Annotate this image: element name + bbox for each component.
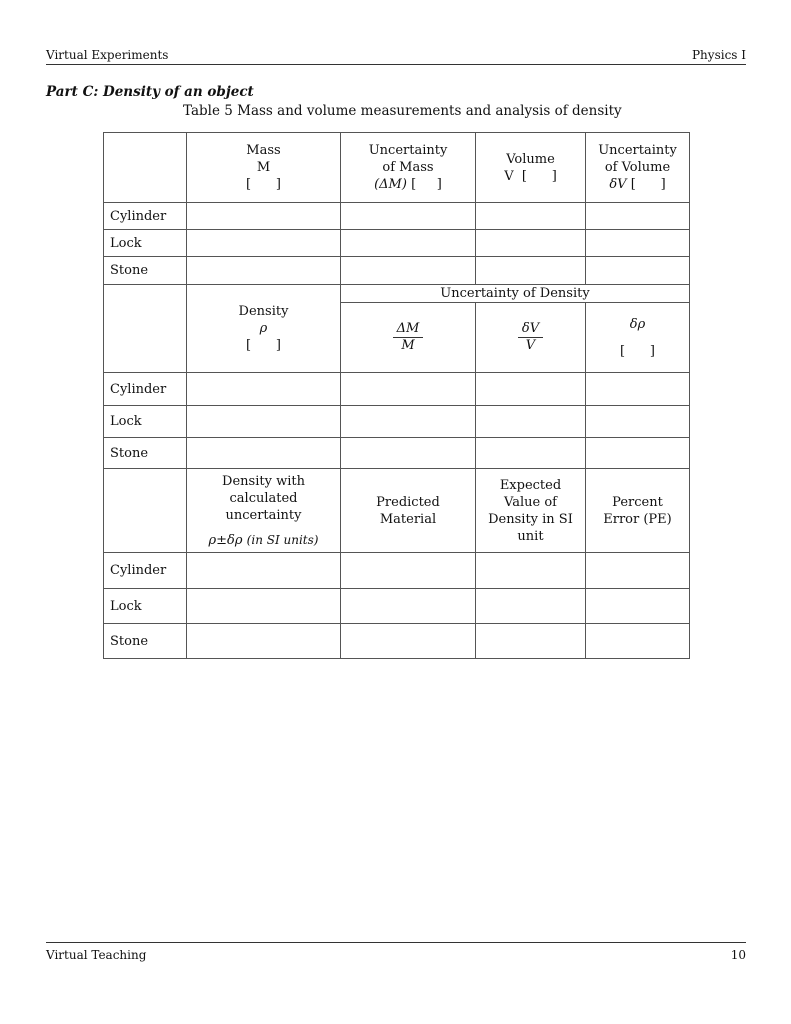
input-cell[interactable] (586, 553, 690, 589)
table-row (104, 624, 690, 659)
delta-rho-symbol: δρ (629, 316, 646, 332)
dm-denominator: M (401, 338, 415, 353)
uncertainty-density-header: Uncertainty of Density (341, 285, 690, 303)
page-footer (46, 942, 746, 963)
expected-line2: Value of (504, 494, 557, 510)
empty-corner-cell (104, 469, 187, 553)
density-unit-bracket: [ ] (246, 338, 281, 353)
density-table (103, 132, 690, 659)
dv-denominator: V (525, 338, 536, 353)
unc-mass-label-2: of Mass (382, 160, 434, 175)
input-cell[interactable] (586, 406, 690, 438)
input-cell[interactable] (341, 257, 476, 285)
header-left: Virtual Experiments (46, 48, 169, 62)
table-row (104, 203, 690, 230)
page-header (46, 48, 746, 65)
input-cell[interactable] (476, 553, 586, 589)
input-cell[interactable] (476, 624, 586, 659)
input-cell[interactable] (476, 203, 586, 230)
row-label-cylinder: Cylinder (104, 203, 187, 230)
dv-numerator: δV (518, 321, 543, 338)
section3-header-row (104, 469, 690, 553)
input-cell[interactable] (187, 230, 341, 257)
table-row (104, 257, 690, 285)
density-label: Density (238, 304, 289, 319)
row-label-lock: Lock (104, 406, 187, 438)
density-with-uncertainty-header (187, 469, 341, 553)
empty-corner-cell (104, 285, 187, 373)
density-header (187, 285, 341, 373)
input-cell[interactable] (187, 257, 341, 285)
unc-vol-label-1: Uncertainty (598, 143, 677, 158)
input-cell[interactable] (187, 203, 341, 230)
part-title: Part C: Density of an object (46, 84, 254, 100)
delta-rho-unit-bracket: [ ] (620, 343, 655, 359)
expected-line1: Expected (499, 477, 562, 493)
input-cell[interactable] (586, 257, 690, 285)
row-label-stone: Stone (104, 438, 187, 469)
input-cell[interactable] (341, 230, 476, 257)
unc-vol-label-2: of Volume (604, 160, 671, 175)
delta-v-symbol: δV (609, 177, 627, 192)
volume-label: Volume (506, 151, 555, 167)
empty-corner-cell (104, 133, 187, 203)
unc-mass-unit-bracket: [ ] (411, 177, 442, 192)
input-cell[interactable] (586, 373, 690, 406)
input-cell[interactable] (187, 553, 341, 589)
section1-header-row (104, 133, 690, 203)
delta-rho-header (586, 303, 690, 373)
input-cell[interactable] (341, 589, 476, 624)
input-cell[interactable] (476, 230, 586, 257)
uncertainty-mass-header (341, 133, 476, 203)
input-cell[interactable] (476, 373, 586, 406)
rho-pm-symbol: ρ±δρ (208, 532, 243, 548)
percent-error-header (586, 469, 690, 553)
percent-line1: Percent (612, 494, 663, 510)
predicted-material-header (341, 469, 476, 553)
row-label-lock: Lock (104, 230, 187, 257)
density-with-line2: calculated (229, 490, 298, 506)
table-row (104, 230, 690, 257)
predicted-line2: Material (379, 511, 437, 527)
section2-header-row (104, 285, 690, 303)
mass-header (187, 133, 341, 203)
row-label-stone: Stone (104, 624, 187, 659)
rho-symbol: ρ (259, 321, 268, 336)
input-cell[interactable] (187, 406, 341, 438)
dv-over-v-header (476, 303, 586, 373)
si-units-note: (in SI units) (246, 532, 319, 547)
table-row (104, 373, 690, 406)
input-cell[interactable] (187, 373, 341, 406)
row-label-cylinder: Cylinder (104, 373, 187, 406)
footer-left: Virtual Teaching (46, 948, 147, 962)
input-cell[interactable] (476, 589, 586, 624)
expected-line4: unit (517, 528, 544, 544)
input-cell[interactable] (476, 257, 586, 285)
expected-line3: Density in SI (488, 511, 573, 527)
input-cell[interactable] (586, 589, 690, 624)
row-label-cylinder: Cylinder (104, 553, 187, 589)
input-cell[interactable] (476, 406, 586, 438)
row-label-lock: Lock (104, 589, 187, 624)
dm-numerator: ΔM (393, 321, 424, 338)
input-cell[interactable] (341, 203, 476, 230)
input-cell[interactable] (586, 438, 690, 469)
input-cell[interactable] (187, 624, 341, 659)
percent-line2: Error (PE) (603, 511, 672, 527)
dm-over-m-header (341, 303, 476, 373)
mass-symbol: M (256, 160, 271, 175)
input-cell[interactable] (341, 373, 476, 406)
table-row (104, 406, 690, 438)
table-caption: Table 5 Mass and volume measurements and analysis of density (183, 103, 622, 119)
row-label-stone: Stone (104, 257, 187, 285)
table-row (104, 553, 690, 589)
volume-symbol-unit: V [ ] (504, 168, 557, 184)
input-cell[interactable] (586, 624, 690, 659)
mass-label: Mass (246, 143, 281, 158)
input-cell[interactable] (187, 438, 341, 469)
delta-m-symbol: (ΔM) (374, 177, 407, 192)
unc-vol-unit-bracket: [ ] (630, 177, 666, 192)
input-cell[interactable] (476, 438, 586, 469)
table-row (104, 438, 690, 469)
density-with-line3: uncertainty (225, 507, 302, 523)
page-number: 10 (730, 948, 746, 962)
volume-header (476, 133, 586, 203)
input-cell[interactable] (341, 406, 476, 438)
input-cell[interactable] (341, 438, 476, 469)
header-right: Physics I (691, 48, 746, 62)
expected-density-header (476, 469, 586, 553)
predicted-line1: Predicted (376, 494, 440, 510)
input-cell[interactable] (341, 624, 476, 659)
input-cell[interactable] (341, 553, 476, 589)
table-row (104, 589, 690, 624)
uncertainty-volume-header (586, 133, 690, 203)
density-with-line1: Density with (222, 473, 305, 489)
unc-mass-label-1: Uncertainty (368, 143, 448, 158)
mass-unit-bracket: [ ] (246, 177, 281, 192)
input-cell[interactable] (586, 203, 690, 230)
input-cell[interactable] (187, 589, 341, 624)
input-cell[interactable] (586, 230, 690, 257)
